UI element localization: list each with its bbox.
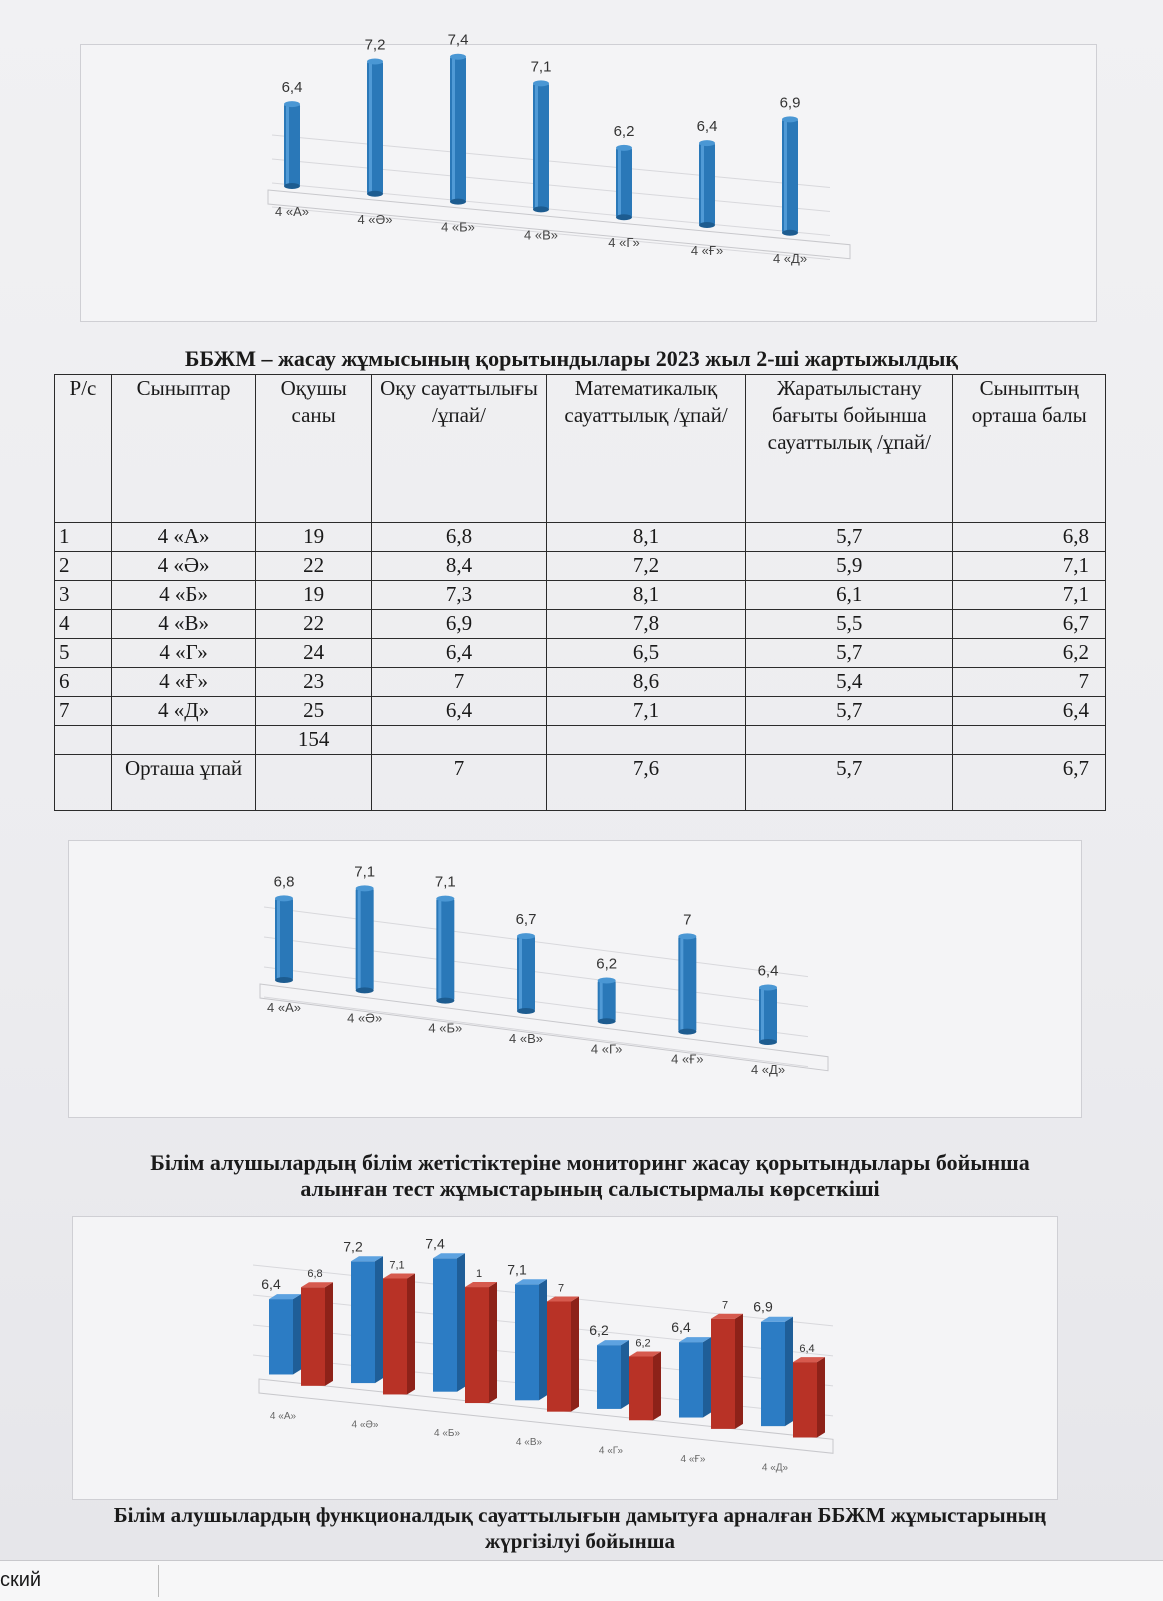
bar-top [284,101,300,107]
bar [711,1319,735,1429]
bar-highlight [358,890,361,988]
chart-3 [73,1217,1057,1499]
table-cell: 4 «Ғ» [111,668,255,697]
bar-highlight [438,901,441,999]
table-cell: 7 [372,755,547,811]
bar-top [517,933,535,939]
data-label: 7,4 [447,31,469,49]
row-total [55,726,1106,755]
comparison-caption: Білім алушылардың білім жетістіктеріне мониторинг жасау қорытындылары бойынша алынған тест жұмыстарының салыстырмалы көрсеткіші [150,1150,1030,1201]
gridline [264,937,808,1007]
bar-base [275,977,293,983]
gridline [272,159,830,211]
table-cell: 7,1 [953,552,1106,581]
row-4g [55,639,1106,668]
table-cell: 7,2 [546,552,745,581]
header-reading: Оқу сауаттылығы /ұпай/ [372,375,547,523]
table-cell: 5,7 [746,697,953,726]
table-cell: 7,3 [372,581,547,610]
bar-side [735,1314,743,1429]
chart-3-frame [72,1216,1058,1500]
bar-base [678,1029,696,1035]
table-cell: 3 [55,581,112,610]
category-label: 4 «Ғ» [671,1051,704,1067]
bar-highlight [761,990,764,1040]
data-label: 7,2 [343,1238,363,1255]
row-4b [55,581,1106,610]
table-cell [372,726,547,755]
table-cell: 4 «Ә» [111,552,255,581]
bar-side [785,1317,793,1426]
bar-base [598,1018,616,1024]
table-cell: 7 [372,668,547,697]
bar-highlight [618,150,621,215]
table-cell: 8,4 [372,552,547,581]
bar-base [782,230,798,236]
gridline [264,967,808,1037]
bar-side [325,1282,333,1386]
bar-highlight [369,64,372,192]
header-math: Математикалық сауаттылық /ұпай/ [546,375,745,523]
bar-top [367,59,383,65]
bar [465,1287,489,1403]
data-label: 1 [475,1268,483,1281]
table-cell: 19 [256,581,372,610]
bar-top [275,895,293,901]
header-rs: Р/с [55,375,112,523]
table-cell: 8,6 [546,668,745,697]
bar [679,1342,703,1417]
data-label: 6,7 [515,911,537,929]
table-cell: 25 [256,697,372,726]
bar-side [621,1340,629,1409]
header-students: Оқушы саны [256,375,372,523]
table-cell: 22 [256,610,372,639]
data-label: 7,1 [530,58,552,76]
table-cell [953,726,1106,755]
table-cell [746,726,953,755]
table-cell [256,755,372,811]
language-indicator[interactable]: ский [0,1569,42,1591]
data-label: 6,4 [696,118,718,136]
bar-side [457,1253,465,1391]
bar-top [759,985,777,991]
category-label: 4 «Ә» [357,211,393,227]
table-cell: 4 «В» [111,610,255,639]
chart-1-frame [80,31,1097,322]
table-cell [111,726,255,755]
bar-highlight [680,938,683,1029]
category-label: 4 «Ә» [351,1419,379,1431]
bar-side [703,1337,711,1417]
data-label: 7 [721,1299,729,1312]
bar-highlight [784,121,787,230]
bar [629,1356,653,1420]
bar-base [436,998,454,1004]
data-label: 7,2 [364,36,386,54]
bar-base [616,214,632,220]
data-label: 6,2 [613,122,635,140]
bar [761,1322,785,1426]
data-label: 7 [557,1282,565,1295]
bar [547,1301,571,1411]
bar-highlight [600,983,603,1020]
category-label: 4 «Д» [761,1462,789,1474]
data-label: 7,1 [434,873,456,891]
chart-2-frame [68,840,1082,1118]
bar-side [817,1357,825,1437]
bar-base [517,1008,535,1014]
category-label: 4 «В» [524,227,558,243]
category-label: 4 «Ғ» [690,243,724,259]
bar-top [436,896,454,902]
data-label: 6,2 [596,955,618,973]
table-cell [546,726,745,755]
table-cell: 6,1 [746,581,953,610]
data-label: 6,4 [281,79,303,97]
table-cell: 2 [55,552,112,581]
category-label: 4 «Г» [590,1041,623,1057]
table-cell: 7 [953,668,1106,697]
table-cell: 4 «Б» [111,581,255,610]
bar-highlight [701,145,704,223]
bar-top [356,885,374,891]
row-4ae [55,552,1106,581]
data-label: 7,4 [425,1235,445,1252]
chart-floor [260,984,828,1071]
bar-base [450,199,466,205]
data-label: 7,1 [354,863,376,881]
table-title: ББЖМ – жасау жұмысының қорытындылары 2023 жыл 2-ші жартыжылдық [184,346,959,371]
bar-highlight [519,938,522,1009]
bar-top [678,933,696,939]
header-classes: Сыныптар [111,375,255,523]
row-average [55,755,1106,811]
data-label: 6,4 [261,1276,281,1293]
table-cell [55,755,112,811]
bar-top [616,145,632,151]
category-label: 4 «Б» [441,219,475,235]
table-cell: 8,1 [546,581,745,610]
data-label: 6,8 [273,873,295,891]
bar [793,1362,817,1437]
table-cell: 1 [55,523,112,552]
bar-base [356,987,374,993]
data-label: 7,1 [389,1259,405,1272]
bar-top [699,140,715,146]
table-cell: 24 [256,639,372,668]
table-cell: 6,9 [372,610,547,639]
table-cell: 7,1 [953,581,1106,610]
status-bar [0,1560,1163,1601]
category-label: 4 «В» [515,1436,543,1448]
header-average: Сыныптың орташа балы [953,375,1106,523]
table-cell: 6,4 [372,697,547,726]
bar-side [571,1296,579,1411]
data-label: 6,4 [671,1319,691,1336]
bar-top [450,54,466,60]
table-cell: 6,7 [953,755,1106,811]
table-cell: 6,7 [953,610,1106,639]
bar-highlight [452,59,455,200]
table-cell: 4 «Д» [111,697,255,726]
header-science: Жаратылыстану бағыты бойынша сауаттылық /ұпай/ [746,375,953,523]
chart-2 [69,841,1081,1117]
table-cell: 5 [55,639,112,668]
data-label: 6,4 [799,1343,815,1356]
table-cell: 5,7 [746,523,953,552]
table-cell: Орташа ұпай [111,755,255,811]
row-4v [55,610,1106,639]
status-separator [158,1565,159,1597]
bar [383,1278,407,1394]
table-cell: 6,5 [546,639,745,668]
table-cell: 6,8 [953,523,1106,552]
bar [433,1258,457,1391]
category-label: 4 «Д» [772,250,808,266]
data-label: 6,2 [635,1337,651,1350]
bar-base [699,222,715,228]
chart-floor [268,190,850,259]
table-cell: 5,5 [746,610,953,639]
table-cell: 22 [256,552,372,581]
table-cell: 6,2 [953,639,1106,668]
bar-base [284,183,300,189]
table-cell: 7,1 [546,697,745,726]
table-cell: 4 [55,610,112,639]
bar-side [293,1294,301,1374]
table-cell: 7,8 [546,610,745,639]
bar [301,1287,325,1386]
category-label: 4 «Ғ» [680,1454,706,1466]
table-cell: 8,1 [546,523,745,552]
gridline [272,135,830,187]
table-cell: 6 [55,668,112,697]
data-label: 7 [683,911,692,929]
bar-top [782,116,798,122]
category-label: 4 «Г» [598,1445,624,1457]
bar [351,1261,375,1383]
table-cell: 6,4 [372,639,547,668]
bar-base [367,191,383,197]
bar [597,1345,621,1409]
data-label: 7,1 [507,1261,527,1278]
bar-top [533,80,549,86]
table-cell: 5,4 [746,668,953,697]
category-label: 4 «Б» [428,1020,463,1036]
table-cell: 7,6 [546,755,745,811]
bottom-caption: Білім алушылардың функционалдық сауаттылығын дамытуға арналған ББЖМ жұмыстарының жүргізілуі бойынша [113,1503,1047,1553]
category-label: 4 «Д» [750,1061,786,1077]
row-4gh [55,668,1106,697]
results-table [54,374,1106,811]
data-label: 6,9 [753,1298,773,1315]
table-cell: 23 [256,668,372,697]
row-4a [55,523,1106,552]
table-cell: 5,9 [746,552,953,581]
bar-side [407,1273,415,1394]
category-label: 4 «Г» [608,235,640,251]
bar-base [759,1039,777,1045]
data-label: 6,2 [589,1322,609,1339]
table-cell: 4 «А» [111,523,255,552]
bar-highlight [286,106,289,184]
category-label: 4 «А» [275,204,309,219]
category-label: 4 «Ә» [347,1010,383,1026]
table-cell: 5,7 [746,639,953,668]
bar-highlight [535,85,538,207]
table-cell: 7 [55,697,112,726]
category-label: 4 «А» [267,1000,301,1015]
data-label: 6,9 [779,94,801,112]
bar [515,1284,539,1400]
chart-1 [81,31,1096,321]
data-label: 6,8 [307,1268,323,1281]
table-cell: 5,7 [746,755,953,811]
table-cell [55,726,112,755]
data-label: 6,4 [757,962,779,980]
category-label: 4 «Б» [433,1428,461,1440]
bar-side [489,1282,497,1403]
category-label: 4 «А» [269,1411,297,1422]
bar-highlight [277,900,280,978]
bar-side [375,1256,383,1383]
bar-top [598,978,616,984]
table-cell: 6,8 [372,523,547,552]
bar-side [653,1351,661,1420]
table-cell: 6,4 [953,697,1106,726]
table-cell: 19 [256,523,372,552]
table-cell: 154 [256,726,372,755]
bar-side [539,1279,547,1400]
table-cell: 4 «Г» [111,639,255,668]
bar-base [533,206,549,212]
row-4d [55,697,1106,726]
category-label: 4 «В» [509,1030,543,1046]
bar [269,1299,293,1374]
